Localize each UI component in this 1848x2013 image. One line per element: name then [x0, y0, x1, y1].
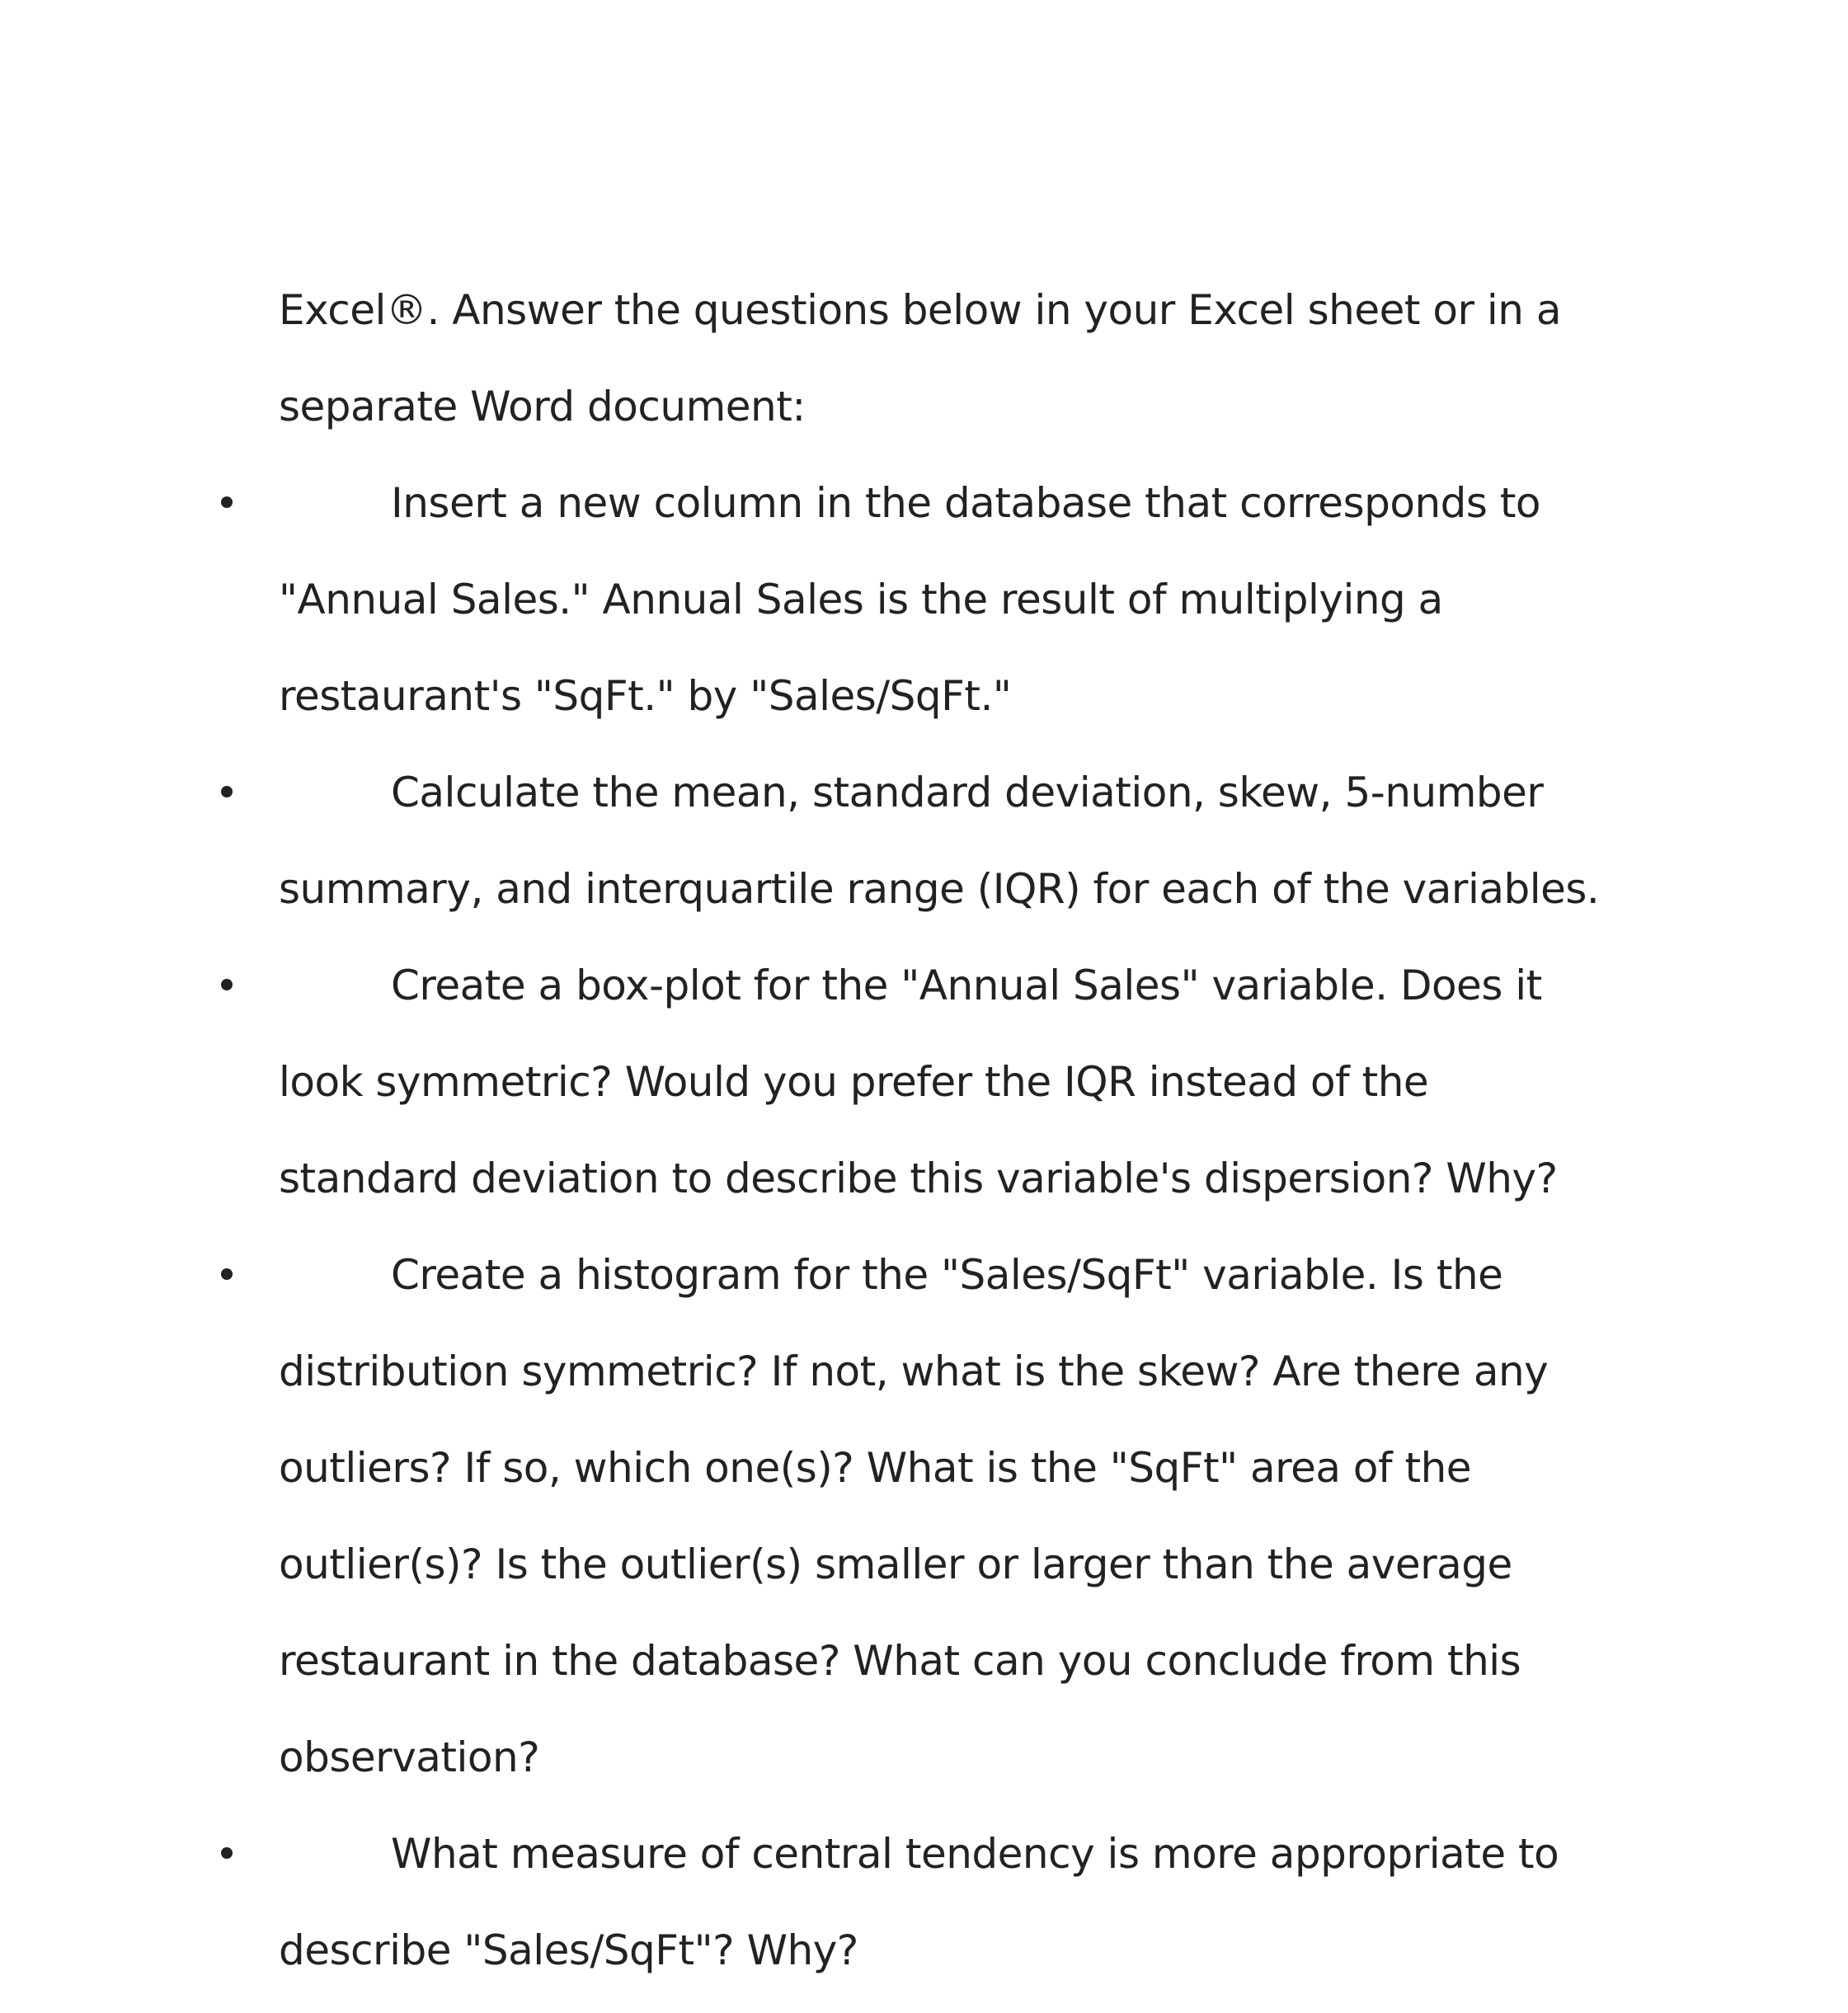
list-item — [279, 1227, 1615, 1806]
bullet-icon — [221, 786, 233, 797]
bullet-icon — [221, 1847, 233, 1859]
list-item-text: Calculate the mean, standard deviation, skew, 5-number summary, and interquartile range (IQR) for each of the variables. — [279, 769, 1600, 913]
bullet-icon — [221, 979, 233, 990]
list-item-text: What measure of central tendency is more appropriate to describe "Sales/SqFt"? Why? — [279, 1830, 1559, 1974]
document-body — [279, 262, 1615, 1999]
bullet-icon — [221, 496, 233, 508]
question-list — [279, 455, 1615, 1999]
list-item-text: Insert a new column in the database that corresponds to "Annual Sales." Annual Sales is the result of multiplying a restaurant's "SqFt." by "Sales/SqFt." — [279, 479, 1541, 720]
list-item — [279, 1806, 1615, 1999]
list-item — [279, 745, 1615, 938]
list-item — [279, 938, 1615, 1227]
list-item-text: Create a box-plot for the "Annual Sales" variable. Does it look symmetric? Would you prefer the IQR instead of the standard deviation to describe this variable's dispersion? Why? — [279, 962, 1558, 1202]
list-item-text: Create a histogram for the "Sales/SqFt" variable. Is the distribution symmetric? If not, what is the skew? Are there any outliers? If so, which one(s)? What is the "SqFt" area of the outlier(s)? Is the outlier(s) smaller or larger than the average restaurant in the database? What can you conclude from this observation? — [279, 1251, 1549, 1781]
bullet-icon — [221, 1268, 233, 1280]
list-item — [279, 455, 1615, 745]
intro-paragraph: Excel®. Answer the questions below in your Excel sheet or in a separate Word document: — [279, 286, 1562, 430]
